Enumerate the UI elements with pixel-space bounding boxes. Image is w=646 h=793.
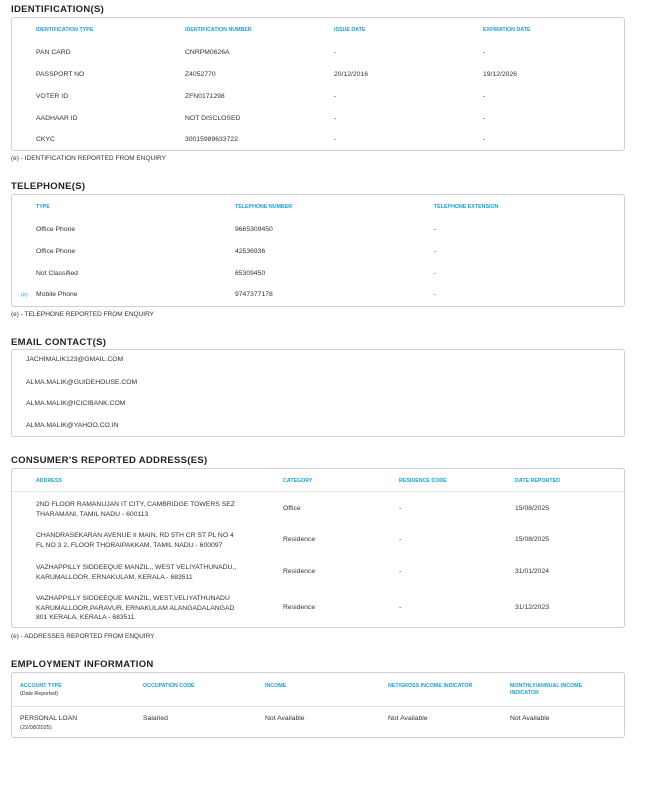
table-cell: 31/12/2023	[515, 604, 550, 611]
table-cell: 20/12/2016	[334, 71, 369, 78]
table-cell: Residence	[283, 568, 316, 575]
table-cell: Residence	[283, 604, 316, 611]
table-cell: 9747377178	[235, 291, 273, 298]
col-header: CATEGORY	[283, 478, 313, 484]
address-line: CHANDRASEKARAN AVENUE II MAIN, RD 5TH CR ST PL NO 4	[36, 532, 234, 539]
col-header: NET/GROSS INCOME INDICATOR	[388, 683, 473, 689]
email-title: EMAIL CONTACT(S)	[11, 337, 107, 348]
table-cell: -	[334, 136, 337, 143]
table-cell: ZFN0171298	[185, 93, 225, 100]
table-cell: 9665309450	[235, 226, 273, 233]
address-line: KARUMALLOOR, ERNAKULAM, KERALA - 683511	[36, 573, 193, 581]
col-header: RESIDENCE CODE	[399, 478, 447, 484]
col-header: IDENTIFICATION TYPE	[36, 27, 94, 33]
table-cell: Z4052770	[185, 71, 216, 78]
col-header: OCCUPATION CODE	[143, 683, 195, 689]
telephone-note: (e) - TELEPHONE REPORTED FROM ENQUIRY	[11, 311, 155, 318]
employment-title: EMPLOYMENT INFORMATION	[11, 659, 154, 670]
table-cell: NOT DISCLOSED	[185, 115, 241, 122]
address-line: THARAMANI, TAMIL NADU - 600113	[36, 510, 149, 518]
col-header: TYPE	[36, 204, 50, 210]
col-header: EXPIRATION DATE	[483, 27, 531, 33]
col-header: IDENTIFICATION NUMBER	[185, 27, 252, 33]
table-cell: -	[483, 136, 486, 143]
table-cell: PASSPORT NO	[36, 71, 85, 78]
divider	[12, 706, 624, 707]
table-cell: PAN CARD	[36, 49, 71, 56]
divider	[12, 491, 624, 492]
address-line: 2ND FLOOR RAMANUJAN IT CITY, CAMBRIDGE TOWERS SEZ	[36, 501, 235, 508]
table-cell: Office Phone	[36, 226, 76, 233]
address-line: VAZHAPPILLY SIDDEEQUE MANZIL, WEST,VELIYATHUNADU	[36, 595, 230, 602]
table-cell: 15/08/2025	[515, 505, 550, 512]
table-cell: -	[334, 115, 337, 122]
telephone-title: TELEPHONE(S)	[11, 181, 86, 192]
table-cell: CNRPM0626A	[185, 49, 230, 56]
table-cell: Not Classified	[36, 270, 78, 277]
table-cell: Not Available	[265, 715, 305, 722]
address-line: 801 KERALA, KERALA - 683511	[36, 614, 135, 621]
address-table	[11, 468, 625, 628]
table-cell: -	[334, 49, 337, 56]
address-line: FL NO 3 2, FLOOR THORAIPAKKAM, TAMIL NADU - 600097	[36, 541, 223, 549]
col-header: DATE REPORTED	[515, 478, 560, 484]
identification-note: (e) - IDENTIFICATION REPORTED FROM ENQUIRY	[11, 155, 166, 162]
col-header: ISSUE DATE	[334, 27, 366, 33]
table-cell: CKYC	[36, 136, 55, 143]
table-cell: Office	[283, 505, 301, 512]
table-cell: Salaried	[143, 715, 168, 722]
table-cell: -	[434, 270, 437, 277]
col-header: INCOME	[265, 683, 287, 689]
col-header: MONTHLY/ANNUAL INCOME INDICATOR	[510, 683, 583, 696]
table-cell: 19/12/2026	[483, 71, 518, 78]
table-cell: -	[434, 226, 437, 233]
table-cell: Not Available	[388, 715, 428, 722]
telephone-table	[11, 194, 625, 307]
email-item: ALMA.MALIK@GUIDEHOUSE.COM	[26, 379, 138, 386]
table-cell: 65309450	[235, 270, 266, 277]
table-cell: Not Available	[510, 715, 550, 722]
identification-title: IDENTIFICATION(S)	[11, 4, 105, 15]
table-cell: 30015989633722	[185, 136, 238, 143]
address-line: KARUMALLOOR,PARAVUR, ERNAKULAM ALANGADALANGAD	[36, 604, 235, 612]
identification-table	[11, 17, 625, 151]
email-item: ALMA.MALIK@YAHOO.CO.IN	[26, 422, 119, 429]
table-cell: Residence	[283, 536, 316, 543]
col-header: ADDRESS	[36, 478, 62, 484]
table-cell: -	[483, 49, 486, 56]
table-cell: -	[434, 291, 437, 298]
date-reported: (22/08/2025)	[20, 724, 52, 731]
table-cell: -	[399, 604, 402, 611]
table-cell: -	[483, 93, 486, 100]
table-cell	[20, 714, 77, 732]
address-line: VAZHAPPILLY SIDDEEQUE MANZIL,, WEST VELIYATHUNADU,,	[36, 564, 237, 571]
table-cell: -	[399, 505, 402, 512]
address-title: CONSUMER'S REPORTED ADDRESS(ES)	[11, 455, 208, 466]
col-header: TELEPHONE NUMBER	[235, 204, 293, 210]
table-cell: -	[399, 568, 402, 575]
col-header: TELEPHONE EXTENSION	[434, 204, 499, 210]
table-cell: 15/08/2025	[515, 536, 550, 543]
address-note: (e) - ADDRESSES REPORTED FROM ENQUIRY	[11, 633, 155, 640]
table-cell: 42536936	[235, 248, 266, 255]
table-cell: AADHAAR ID	[36, 115, 78, 122]
col-header-sub: (Date Reported)	[20, 691, 58, 697]
email-item: JACHIMALIK123@GMAIL.COM	[26, 356, 124, 363]
employment-table	[11, 672, 625, 738]
email-item: ALMA.MALIK@ICICIBANK.COM	[26, 400, 126, 407]
table-cell: VOTER ID	[36, 93, 69, 100]
account-type: PERSONAL LOAN	[20, 715, 78, 722]
email-list	[11, 349, 625, 437]
table-cell: -	[399, 536, 402, 543]
table-cell: Mobile Phone	[36, 291, 78, 298]
table-cell: -	[483, 115, 486, 122]
enquiry-marker: (e)	[21, 292, 28, 298]
table-cell: -	[434, 248, 437, 255]
table-cell: -	[334, 93, 337, 100]
table-cell: 31/01/2024	[515, 568, 550, 575]
col-header: ACCOUNT TYPE	[20, 683, 62, 689]
table-cell: Office Phone	[36, 248, 76, 255]
